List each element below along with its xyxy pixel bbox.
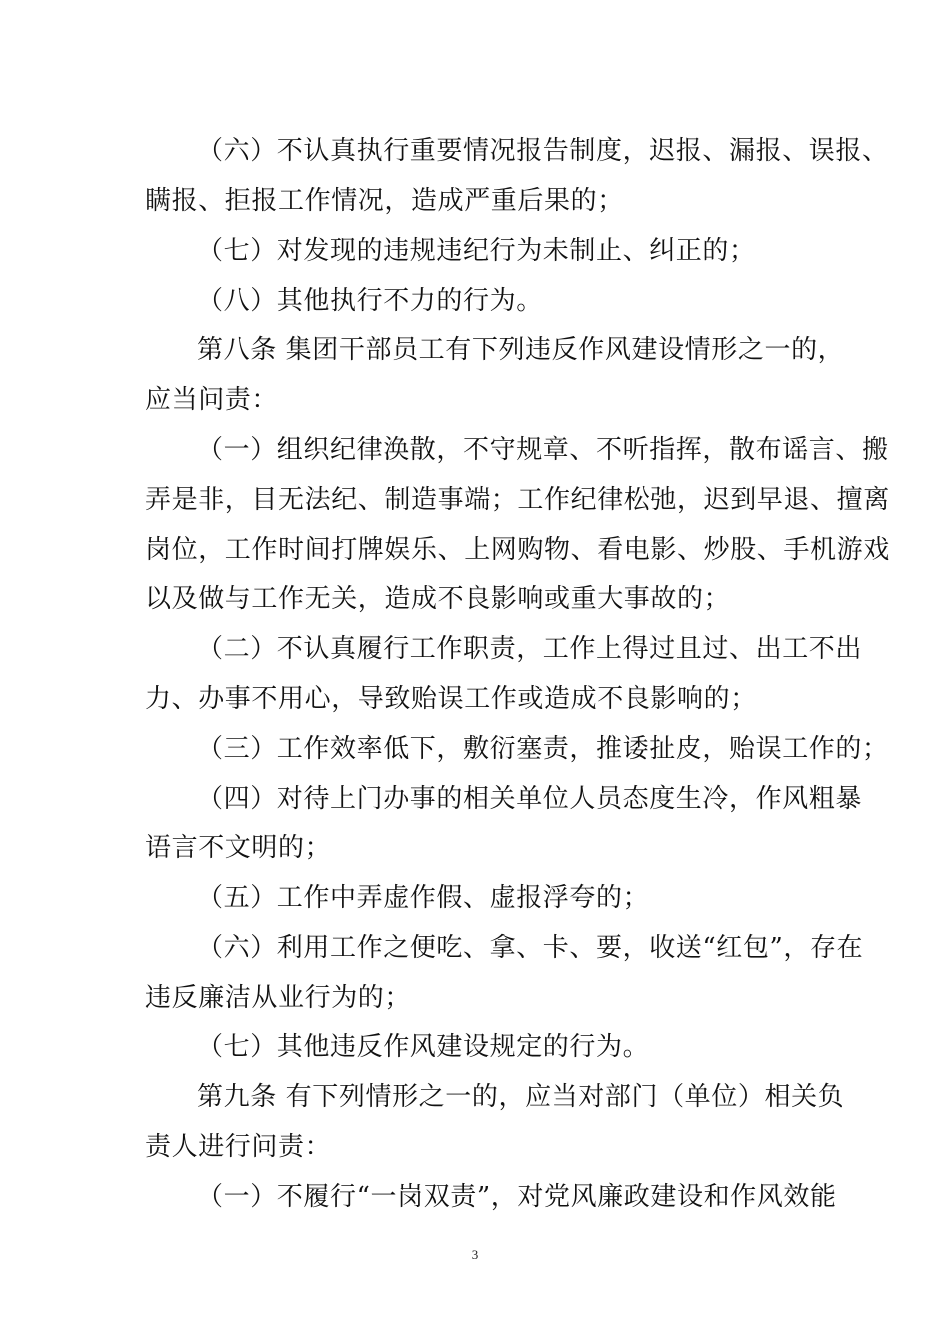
paragraph-line: （六）利用工作之便吃、拿、卡、要，收送“红包”，存在	[197, 933, 864, 963]
paragraph-line: （八）其他执行不力的行为。	[197, 286, 543, 316]
paragraph-line: （六）不认真执行重要情况报告制度，迟报、漏报、误报、	[197, 136, 889, 166]
paragraph-line: 违反廉洁从业行为的；	[145, 983, 412, 1013]
paragraph-line: （三）工作效率低下，敷衍塞责，推诿扯皮，贻误工作的；	[197, 734, 889, 764]
paragraph-line: （二）不认真履行工作职责，工作上得过且过、出工不出	[197, 634, 863, 664]
page-number: 3	[471, 1247, 479, 1262]
paragraph-line: 岗位，工作时间打牌娱乐、上网购物、看电影、炒股、手机游戏	[145, 535, 890, 565]
paragraph-line: 应当问责：	[145, 385, 279, 415]
paragraph-line: （四）对待上门办事的相关单位人员态度生冷，作风粗暴	[197, 784, 863, 814]
paragraph-line: （五）工作中弄虚作假、虚报浮夸的；	[197, 883, 650, 913]
article-heading-line: 第九条 有下列情形之一的，应当对部门（单位）相关负	[197, 1082, 845, 1112]
paragraph-line: 语言不文明的；	[145, 833, 332, 863]
article-heading-line: 第八条 集团干部员工有下列违反作风建设情形之一的，	[197, 335, 845, 365]
paragraph-line: 弄是非，目无法纪、制造事端；工作纪律松弛，迟到早退、擅离	[145, 485, 890, 515]
paragraph-line: （七）其他违反作风建设规定的行为。	[197, 1032, 650, 1062]
paragraph-line: 责人进行问责：	[145, 1132, 332, 1162]
paragraph-line: 以及做与工作无关，造成不良影响或重大事故的；	[145, 584, 731, 614]
paragraph-line: （一）组织纪律涣散，不守规章、不听指挥，散布谣言、搬	[197, 435, 889, 465]
paragraph-line: （七）对发现的违规违纪行为未制止、纠正的；	[197, 236, 756, 266]
paragraph-line: （一）不履行“一岗双责”，对党风廉政建设和作风效能	[197, 1182, 837, 1212]
paragraph-line: 力、办事不用心，导致贻误工作或造成不良影响的；	[145, 684, 757, 714]
paragraph-line: 瞒报、拒报工作情况，造成严重后果的；	[145, 186, 624, 216]
